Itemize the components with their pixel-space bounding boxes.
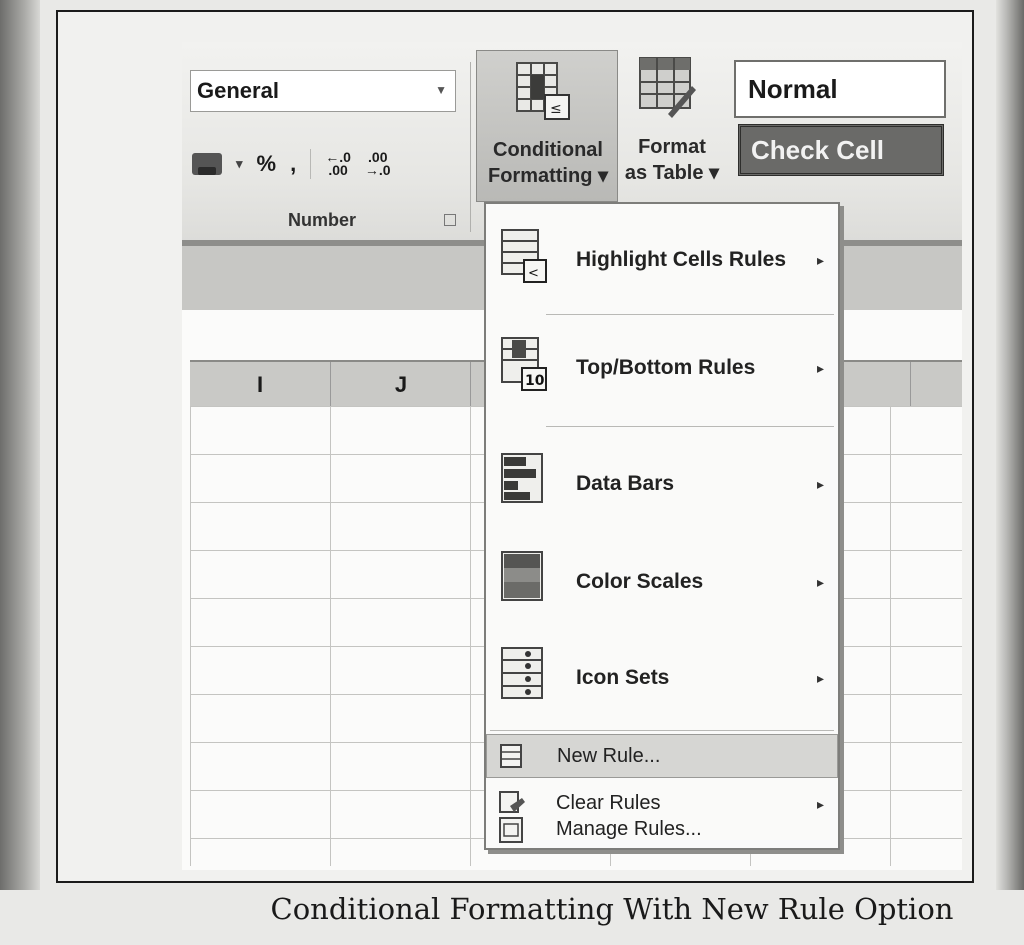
menu-separator: [490, 730, 834, 731]
excel-screenshot: [182, 42, 962, 870]
top-bottom-icon: [500, 336, 548, 394]
submenu-arrow-icon: ▸: [816, 360, 824, 376]
accounting-format-icon[interactable]: [192, 153, 222, 175]
submenu-arrow-icon: ▸: [816, 670, 824, 686]
menu-item-data-bars[interactable]: [486, 436, 838, 528]
menu-item-top-bottom-rules[interactable]: [486, 322, 838, 414]
number-format-select[interactable]: [190, 70, 456, 112]
percent-style-button[interactable]: %: [256, 151, 277, 176]
format-as-table-label-line1[interactable]: Format: [638, 136, 706, 158]
menu-item-manage-rules[interactable]: [486, 818, 838, 850]
menu-separator: [546, 314, 834, 315]
submenu-arrow-icon: ▸: [816, 574, 824, 590]
conditional-formatting-menu: [484, 202, 840, 850]
comma-style-button[interactable]: ,: [290, 151, 297, 176]
data-bars-icon: [500, 452, 548, 510]
svg-text:10: 10: [525, 373, 545, 389]
figure-frame: [56, 10, 974, 883]
menu-item-new-rule[interactable]: [486, 734, 838, 778]
cell-style-check-cell[interactable]: Check Cell: [738, 124, 944, 176]
column-header-j[interactable]: J: [330, 362, 471, 408]
menu-item-icon-sets[interactable]: [486, 632, 838, 724]
format-as-table-icon[interactable]: [638, 56, 696, 118]
menu-item-label: Icon Sets: [576, 666, 670, 689]
menu-item-label: New Rule...: [557, 745, 661, 767]
submenu-arrow-icon: ▸: [816, 476, 824, 492]
clear-rules-icon: [498, 790, 526, 818]
menu-separator: [546, 426, 834, 427]
menu-item-label: Manage Rules...: [556, 818, 702, 840]
menu-item-label: Clear Rules: [556, 792, 661, 814]
number-group-label: Number: [287, 210, 356, 230]
conditional-formatting-label-line2: Formatting ▾: [487, 165, 609, 187]
manage-rules-icon: [498, 816, 526, 844]
conditional-formatting-button[interactable]: [476, 50, 618, 202]
conditional-formatting-icon: [515, 61, 573, 123]
chevron-down-icon[interactable]: ▾: [236, 156, 243, 171]
page-shadow-right: [996, 0, 1024, 890]
figure-caption: Conditional Formatting With New Rule Option: [270, 892, 954, 926]
svg-text:≤: ≤: [550, 101, 562, 117]
submenu-arrow-icon: ▸: [816, 796, 824, 812]
new-rule-icon: [499, 743, 527, 771]
highlight-cells-icon: [500, 228, 548, 286]
menu-item-label: Top/Bottom Rules: [576, 356, 756, 379]
column-header[interactable]: [910, 362, 962, 408]
conditional-formatting-label-line1: Conditional: [493, 139, 603, 161]
divider: [310, 149, 311, 179]
svg-text:<: <: [528, 266, 539, 281]
number-format-value: General: [197, 78, 279, 103]
menu-item-label: Color Scales: [576, 570, 704, 593]
increase-decimal-button[interactable]: ←.0 .00: [325, 149, 351, 178]
page-shadow-left: [0, 0, 40, 890]
submenu-arrow-icon: ▸: [816, 252, 824, 268]
menu-item-label: Highlight Cells Rules: [576, 248, 787, 271]
decrease-decimal-button[interactable]: .00 →.0: [364, 149, 391, 178]
group-divider: [470, 62, 471, 232]
icon-sets-icon: [500, 646, 548, 704]
format-as-table-label-line2[interactable]: as Table ▾: [624, 162, 720, 184]
number-buttons-row: [192, 144, 462, 184]
menu-item-label: Data Bars: [576, 472, 675, 495]
color-scales-icon: [500, 550, 548, 608]
dialog-launcher-icon[interactable]: [444, 214, 456, 226]
column-header-i[interactable]: I: [256, 372, 264, 397]
cell-style-normal[interactable]: Normal: [734, 60, 946, 118]
menu-item-color-scales[interactable]: [486, 534, 838, 626]
chevron-down-icon: ▼: [435, 83, 447, 97]
menu-item-highlight-cells-rules[interactable]: [486, 212, 838, 304]
